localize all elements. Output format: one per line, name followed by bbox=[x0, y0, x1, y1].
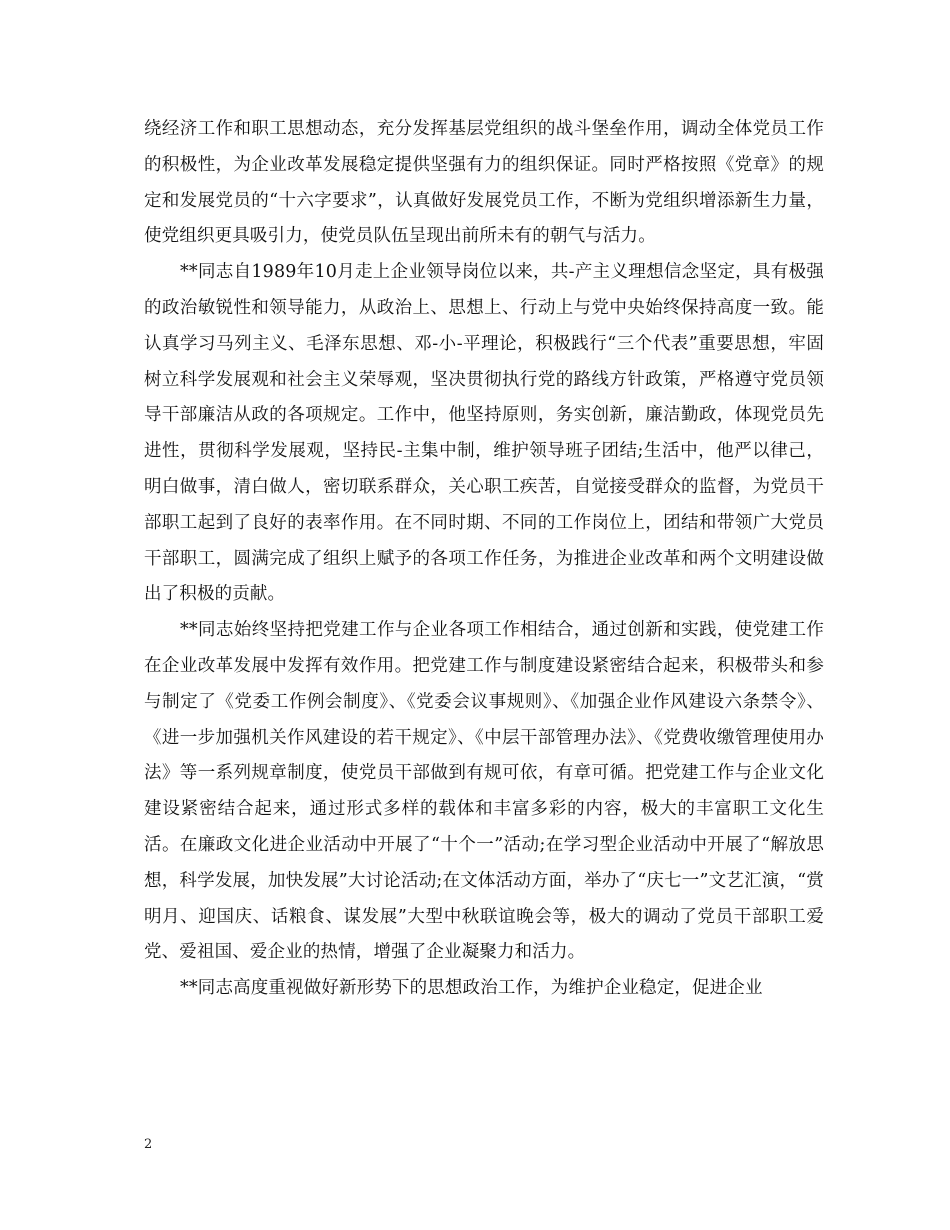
page-number: 2 bbox=[144, 1137, 153, 1152]
paragraph-4: **同志高度重视做好新形势下的思想政治工作，为维护企业稳定，促进企业 bbox=[180, 978, 763, 999]
paragraph-3: **同志始终坚持把党建工作与企业各项工作相结合，通过创新和实践，使党建工作在企业改革发展中发挥有效作用。把党建工作与制度建设紧密结合起来，积极带头和参与制定了《党委工作例会制度》、《党委会议事规则》、《加强企业作风建设六条禁令》、《进一步加强机关作风建设的若干规定》、《中层干部管理办法》、《党费收缴管理使用办法》等一系列规章制度，使党员干部做到有规可依，有章可循。把党建工作与企业文化建设紧密结合起来，通过形式多样的载体和丰富多彩的内容，极大的丰富职工文化生活。在廉政文化进企业活动中开展了“十个一”活动;在学习型企业活动中开展了“解放思想，科学发展，加快发展”大讨论活动;在文体活动方面，举办了“庆七一”文艺汇演，“赏明月、迎国庆、话粮食、谋发展”大型中秋联谊晚会等，极大的调动了党员干部职工爱党、爱祖国、爱企业的热情，增强了企业凝聚力和活力。 bbox=[144, 620, 824, 963]
document-body bbox=[144, 112, 824, 1007]
paragraph-1: 绕经济工作和职工思想动态，充分发挥基层党组织的战斗堡垒作用，调动全体党员工作的积极性，为企业改革发展稳定提供坚强有力的组织保证。同时严格按照《党章》的规定和发展党员的“十六字要求”，认真做好发展党员工作，不断为党组织增添新生力量，使党组织更具吸引力，使党员队伍呈现出前所未有的朝气与活力。 bbox=[144, 119, 824, 247]
paragraph-2: **同志自1989年10月走上企业领导岗位以来，共-产主义理想信念坚定，具有极强的政治敏锐性和领导能力，从政治上、思想上、行动上与党中央始终保持高度一致。能认真学习马列主义、毛泽东思想、邓-小-平理论，积极践行“三个代表”重要思想，牢固树立科学发展观和社会主义荣辱观，坚决贯彻执行党的路线方针政策，严格遵守党员领导干部廉洁从政的各项规定。工作中，他坚持原则，务实创新，廉洁勤政，体现党员先进性，贯彻科学发展观，坚持民-主集中制，维护领导班子团结;生活中，他严以律己，明白做事，清白做人，密切联系群众，关心职工疾苦，自觉接受群众的监督，为党员干部职工起到了良好的表率作用。在不同时期、不同的工作岗位上，团结和带领广大党员干部职工，圆满完成了组织上赋予的各项工作任务，为推进企业改革和两个文明建设做出了积极的贡献。 bbox=[144, 262, 824, 605]
